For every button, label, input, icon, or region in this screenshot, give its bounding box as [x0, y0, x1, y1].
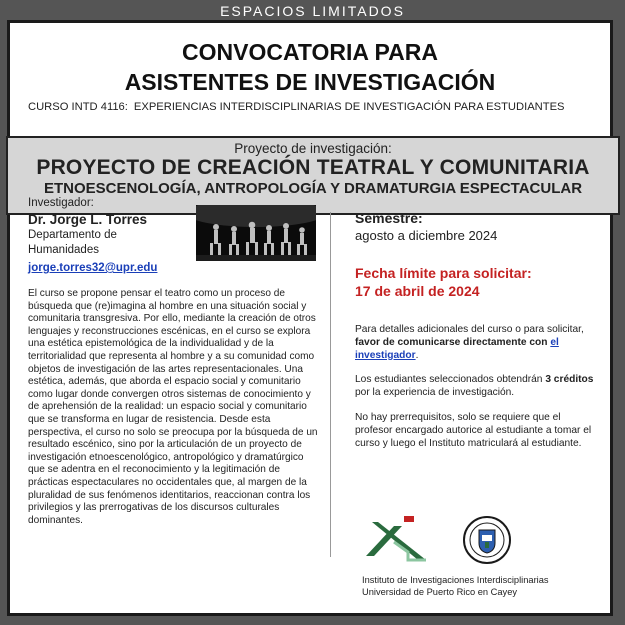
course-description: El curso se propone pensar el teatro como un proceso de búsqueda que (re)imagina al hombre en una situación social y comunitaria transgresiva. Por ello, mediante la creación de otros lenguajes y reconstrucciones escénicas, en el curso se explora una estética epistemológica de la individualidad y de la territorialidad que representa al hombre y a su comunidad como objetos de investigación de las artes representacionales. Una estética, además, que aborda el espacio social y comunitario como lugar donde convergen otros sistemas de conocimiento y de aprehensión de la realidad: un espacio social y comunitario que se transforma en lugar de resistencia. Desde esta perspectiva, el curso no solo se preocupa por la búsqueda de un resultado escénico, sino por la articulación de un proyecto de investigación etnoescenológico, antropológico y dramatúrgico que se adentra en el reconocimiento y la legitimación de prácticas espectaculares no occidentales que, al margen de la pluralidad de sus fenómenos identitarios, reaccionan contra los privilegios y las prerrogativas de los discursos culturales dominantes. — [28, 288, 318, 526]
project-subtitle: ETNOESCENOLOGÍA, ANTROPOLOGÍA Y DRAMATURGIA ESPECTACULAR — [43, 180, 583, 197]
deadline-label: Fecha límite para solicitar: — [355, 265, 532, 281]
details-text — [355, 324, 600, 362]
details-end: . — [415, 349, 419, 361]
dancers-silhouette-icon — [196, 205, 316, 261]
credits-amount: 3 créditos — [545, 374, 594, 386]
course-code: CURSO INTD 4116: — [28, 101, 128, 113]
department-line-2: Humanidades — [28, 244, 99, 256]
title-line-1: CONVOCATORIA PARA — [182, 39, 438, 65]
credits-part-2: por la experiencia de investigación. — [355, 387, 515, 399]
investigator-name: Dr. Jorge L. Torres — [28, 212, 148, 227]
dancers-photo — [196, 205, 316, 261]
department-line-1: Departamento de — [28, 229, 117, 241]
info-column — [355, 210, 600, 450]
credits-part-1: Los estudiantes seleccionados obtendrán — [355, 374, 546, 386]
column-divider — [330, 212, 331, 557]
deadline-value: 17 de abril de 2024 — [355, 283, 480, 299]
investigator-label: Investigador: — [28, 197, 94, 209]
institute-name: Instituto de Investigaciones Interdisciplinarias — [362, 575, 549, 585]
semester-label: Semestre: — [355, 210, 423, 226]
details-part-1: Para detalles adicionales del curso o para solicitar, — [355, 324, 584, 335]
institute-logo-icon — [364, 512, 442, 564]
credits-text — [355, 374, 600, 400]
institute-credit — [362, 575, 549, 598]
project-title: PROYECTO DE CREACIÓN TEATRAL Y COMUNITARIA — [36, 156, 590, 179]
investigator-link[interactable]: el investigador — [355, 336, 559, 361]
investigator-email-link[interactable]: jorge.torres32@upr.edu — [28, 262, 158, 274]
course-line — [28, 101, 565, 113]
title-line-2: ASISTENTES DE INVESTIGACIÓN — [124, 69, 496, 95]
semester-value: agosto a diciembre 2024 — [355, 228, 498, 243]
prerequisites-text: No hay prerrequisitos, solo se requiere que el profesor encargado autorice al estudiante a tomar el curso y luego el Instituto matriculará al estudiante. — [355, 411, 592, 449]
details-part-2: favor de comunicarse directamente con — [355, 336, 551, 348]
university-name: Universidad de Puerto Rico en Cayey — [362, 586, 518, 597]
project-label: Proyecto de investigación: — [234, 141, 392, 156]
banner: ESPACIOS LIMITADOS — [0, 0, 625, 22]
main-title — [10, 37, 610, 97]
university-seal-icon — [462, 515, 512, 565]
course-name: EXPERIENCIAS INTERDISCIPLINARIAS DE INVESTIGACIÓN PARA ESTUDIANTES — [133, 101, 565, 113]
